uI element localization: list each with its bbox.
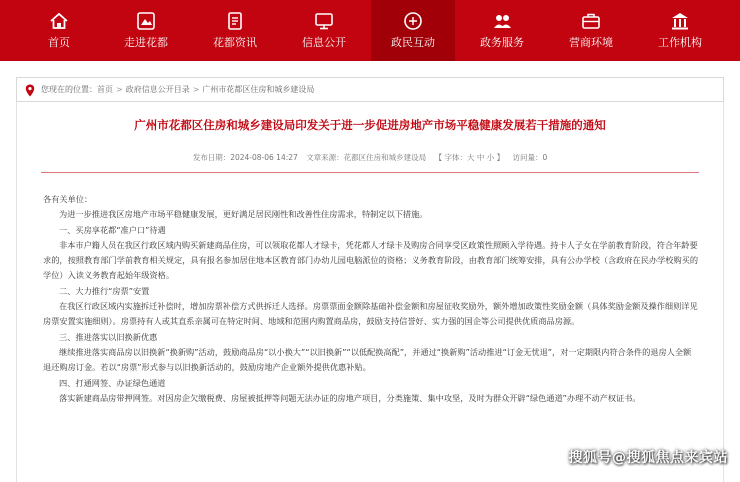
top-navigation-bar — [0, 0, 740, 61]
nav-label: 信息公开 — [282, 36, 366, 50]
section-paragraph: 在我区行政区域内实施拆迁补偿时，增加房票补偿方式供拆迁人选择。房票票面金额除基础补偿金额和房屋征收奖励外，额外增加政策性奖励金额（具体奖励金额及操作细则详见房票安置实施细则）。房票持有人或其直系亲属可在特定时间、地域和范围内购置商品房，鼓励支持信誉好、实力强的国企等公司提供优质商品房源。 — [43, 299, 699, 330]
nav-item-news[interactable] — [193, 0, 277, 61]
section-paragraph: 非本市户籍人员在我区行政区域内购买新建商品住房，可以领取花都人才绿卡，凭花都人才绿卡及购房合同享受区政策性照顾入学待遇。持卡人子女在学前教育阶段，符合年龄要求的，按照教育部门学前教育相关规定，具有报名参加居住地本区教育部门办幼儿园电脑派位的资格；义务教育阶段，由教育部门统筹安排，具有公办学校（含政府在民办学校购买的学位）入读义务教育起始年级资格。 — [43, 238, 699, 284]
intro-paragraph: 为进一步推进我区房地产市场平稳健康发展，更好满足居民刚性和改善性住房需求，特制定以下措施。 — [43, 207, 699, 222]
landmark-icon — [135, 10, 157, 32]
breadcrumb-separator: > — [116, 85, 123, 94]
nav-item-home[interactable] — [17, 0, 101, 61]
home-icon — [48, 10, 70, 32]
section-heading: 二、大力推行“房票”安置 — [43, 284, 699, 299]
nav-label: 政民互动 — [371, 36, 455, 50]
article-meta — [17, 152, 723, 163]
nav-item-business[interactable] — [549, 0, 633, 61]
article-source: 文章来源：花都区住房和城乡建设局 — [306, 153, 426, 162]
nav-item-disclosure[interactable] — [282, 0, 366, 61]
article-body — [43, 192, 699, 406]
nav-label: 花都资讯 — [193, 36, 277, 50]
nav-item-services[interactable] — [460, 0, 544, 61]
breadcrumb-link-home[interactable]: 首页 — [97, 85, 113, 94]
nav-label: 走进花都 — [104, 36, 188, 50]
nav-label: 首页 — [17, 36, 101, 50]
breadcrumb-separator: > — [193, 85, 200, 94]
section-paragraph: 继续推进落实商品房以旧换新“换新购”活动，鼓励商品房“以小换大”“以旧换新”“以低配换高配”，并通过“换新购”活动推进“订金无忧退”，对一定期限内符合条件的退房人全额退还购房订金。若以“房票”形式参与以旧换新活动的，鼓励房地产企业额外提供优惠补贴。 — [43, 345, 699, 376]
nav-item-interaction[interactable] — [371, 0, 455, 61]
salutation: 各有关单位： — [43, 192, 699, 207]
title-divider — [41, 172, 699, 173]
breadcrumb-link-bureau[interactable]: 广州市花都区住房和城乡建设局 — [202, 85, 314, 94]
chat-icon — [402, 10, 424, 32]
monitor-icon — [313, 10, 335, 32]
location-pin-icon — [25, 83, 35, 96]
section-paragraph: 落实新建商品房带押网签。对因房企欠缴税费、房屋被抵押等问题无法办证的房地产项目，分类施策、集中攻坚，及时为群众开辟“绿色通道”办理不动产权证书。 — [43, 391, 699, 406]
building-icon — [669, 10, 691, 32]
nav-label: 工作机构 — [638, 36, 722, 50]
article-title: 广州市花都区住房和城乡建设局印发关于进一步促进房地产市场平稳健康发展若干措施的通知 — [17, 117, 723, 133]
section-heading: 四、打通网签、办证绿色通道 — [43, 376, 699, 391]
breadcrumb-link-catalog[interactable]: 政府信息公开目录 — [126, 85, 190, 94]
breadcrumb — [16, 77, 724, 102]
nav-item-agencies[interactable] — [638, 0, 722, 61]
people-icon — [491, 10, 513, 32]
publish-date: 发布日期：2024-08-06 14:27 — [193, 153, 298, 162]
section-heading: 一、买房享花都“准户口”待遇 — [43, 223, 699, 238]
nav-label: 营商环境 — [549, 36, 633, 50]
nav-label: 政务服务 — [460, 36, 544, 50]
visit-count: 访问量：0 — [513, 153, 548, 162]
nav-item-about[interactable] — [104, 0, 188, 61]
watermark: 搜狐号@搜狐焦点来宾站 — [569, 447, 729, 467]
document-icon — [224, 10, 246, 32]
font-size-switcher[interactable]: 【 字体：大 中 小 】 — [435, 153, 505, 162]
section-heading: 三、推进落实以旧换新优惠 — [43, 330, 699, 345]
breadcrumb-prefix: 您现在的位置： — [41, 85, 97, 94]
article-card — [16, 102, 724, 482]
business-icon — [580, 10, 602, 32]
